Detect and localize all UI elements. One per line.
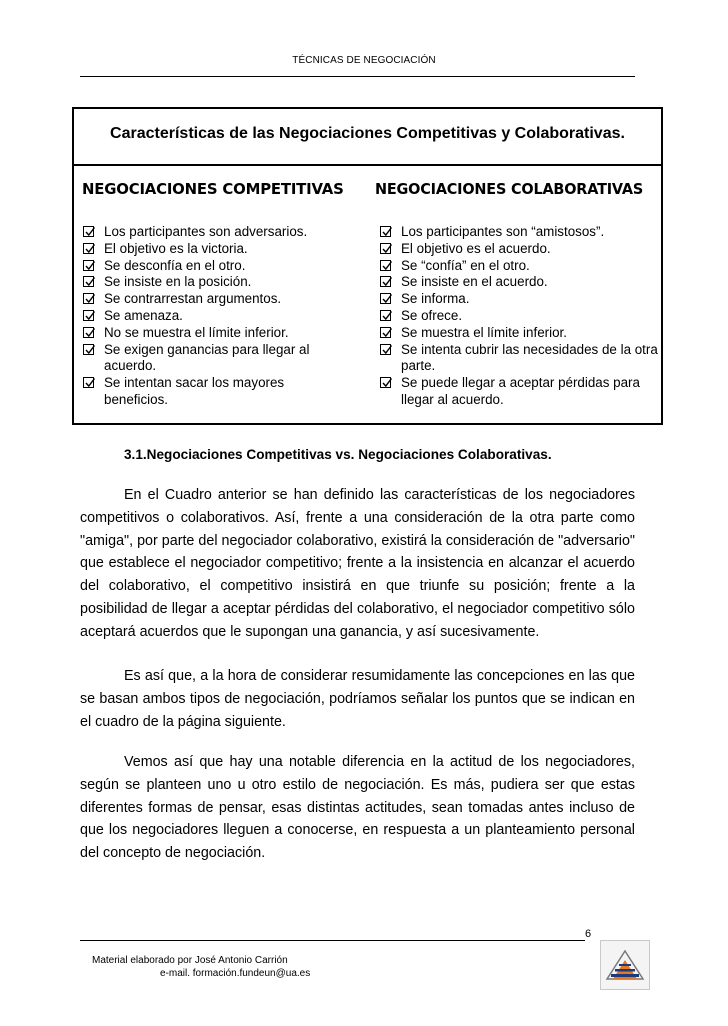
page-number: 6 xyxy=(585,928,592,940)
checked-box-icon xyxy=(380,243,391,254)
checked-box-icon xyxy=(83,293,94,304)
checked-box-icon xyxy=(83,226,94,237)
checked-box-icon xyxy=(380,377,391,388)
list-item: Se “confía” en el otro. xyxy=(380,258,660,275)
list-item: Se exigen ganancias para llegar al acuerdo. xyxy=(83,342,343,376)
list-item: Se intentan sacar los mayores beneficios. xyxy=(83,375,343,409)
checked-box-icon xyxy=(83,243,94,254)
checked-box-icon xyxy=(83,276,94,287)
box-title: Características de las Negociaciones Competitivas y Colaborativas. xyxy=(110,125,625,142)
paragraph: En el Cuadro anterior se han definido las características de los negociadores competitivos o colaborativos. Así, frente a una consideración de la otra parte como "amiga", por parte del negociador colaborativo, existirá la consideración de "adversario" que establece el negociador competitivo; frente a la insistencia en alcanzar el acuerdo del colaborativo, el competitivo insistirá en que triunfe su posición; frente a la posibilidad de llegar a aceptar pérdidas del colaborativo, el negociador competitivo sólo aceptará acuerdos que le supongan una ganancia, y así sucesivamente. xyxy=(80,487,635,640)
checked-box-icon xyxy=(380,327,391,338)
paragraph: Vemos así que hay una notable diferencia en la actitud de los negociadores, según se planteen uno u otro estilo de negociación. Es más, pudiera ser que estas diferentes formas de pensar, esas distintas actitudes, sean tomadas antes incluso de que los negociadores lleguen a conocerse, en respuesta a un planteamiento personal del concepto de negociación. xyxy=(80,754,635,862)
list-item: Se contrarrestan argumentos. xyxy=(83,291,343,308)
list-item: No se muestra el límite inferior. xyxy=(83,325,343,342)
list-item: Se desconfía en el otro. xyxy=(83,258,343,275)
list-item: Se intenta cubrir las necesidades de la otra parte. xyxy=(380,342,660,376)
footer-rule xyxy=(80,940,585,941)
collaborative-heading: NEGOCIACIONES COLABORATIVAS xyxy=(375,180,644,198)
checked-box-icon xyxy=(380,293,391,304)
running-header: TÉCNICAS DE NEGOCIACIÓN xyxy=(292,55,436,66)
checked-box-icon xyxy=(83,327,94,338)
checked-box-icon xyxy=(380,260,391,271)
list-item: Se amenaza. xyxy=(83,308,343,325)
checked-box-icon xyxy=(83,260,94,271)
list-item: Los participantes son “amistosos”. xyxy=(380,224,660,241)
checked-box-icon xyxy=(380,310,391,321)
paragraph: Es así que, a la hora de considerar resumidamente las concepciones en las que se basan ambos tipos de negociación, podríamos señalar los puntos que se indican en el cuadro de la página siguiente. xyxy=(80,668,635,730)
competitive-list xyxy=(83,224,343,409)
checked-box-icon xyxy=(380,344,391,355)
list-item: Se puede llegar a aceptar pérdidas para llegar al acuerdo. xyxy=(380,375,660,409)
list-item: Se insiste en la posición. xyxy=(83,274,343,291)
checked-box-icon xyxy=(83,310,94,321)
list-item: Se muestra el límite inferior. xyxy=(380,325,660,342)
checked-box-icon xyxy=(83,377,94,388)
list-item: El objetivo es el acuerdo. xyxy=(380,241,660,258)
section-title: 3.1.Negociaciones Competitivas vs. Negociaciones Colaborativas. xyxy=(124,447,552,462)
list-item: Se informa. xyxy=(380,291,660,308)
checked-box-icon xyxy=(83,344,94,355)
footer-author: Material elaborado por José Antonio Carrión xyxy=(92,955,288,966)
competitive-heading: NEGOCIACIONES COMPETITIVAS xyxy=(82,180,344,198)
checked-box-icon xyxy=(380,276,391,287)
collaborative-list xyxy=(380,224,660,409)
list-item: Se insiste en el acuerdo. xyxy=(380,274,660,291)
list-item: Los participantes son adversarios. xyxy=(83,224,343,241)
box-divider xyxy=(72,164,663,166)
institution-logo-icon xyxy=(600,940,650,990)
footer-email: e-mail. formación.fundeun@ua.es xyxy=(160,968,311,979)
list-item: Se ofrece. xyxy=(380,308,660,325)
list-item: El objetivo es la victoria. xyxy=(83,241,343,258)
header-rule xyxy=(80,76,635,77)
checked-box-icon xyxy=(380,226,391,237)
